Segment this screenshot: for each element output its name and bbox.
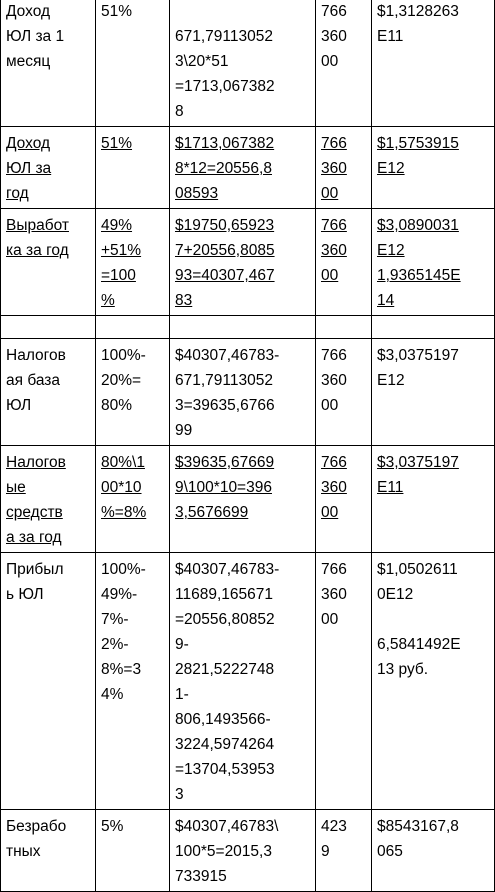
total-value: $3,0375197 E12 bbox=[377, 347, 459, 389]
rate-cell bbox=[96, 339, 170, 446]
count-value: 766 360 00 bbox=[321, 347, 347, 414]
total-value: $3,0375197 E11 bbox=[377, 454, 459, 496]
calc-value: 671,79113052 3\20*51 =1713,067382 8 bbox=[175, 28, 275, 120]
row-label: Доход ЮЛ за 1 месяц bbox=[6, 3, 65, 70]
table-row bbox=[1, 209, 495, 316]
total-cell bbox=[372, 127, 495, 209]
count-cell bbox=[316, 339, 372, 446]
count-cell bbox=[316, 127, 372, 209]
row-label-cell bbox=[1, 127, 96, 209]
total-value: $1,0502611 0E12 6,5841492E 13 руб. bbox=[377, 561, 461, 678]
calc-value: $40307,46783- 11689,165671 =20556,80852 9- 2821,5222748 1- 806,1493566- 3224,5974264 =13704,53953 3 bbox=[175, 561, 280, 803]
count-value: 766 360 00 bbox=[321, 561, 347, 628]
count-value: 766 360 00 bbox=[321, 3, 347, 70]
row-label: Доход ЮЛ за год bbox=[6, 135, 52, 202]
empty-cell bbox=[170, 316, 316, 339]
calc-cell bbox=[170, 810, 316, 892]
row-label-cell bbox=[1, 339, 96, 446]
row-label-cell bbox=[1, 0, 96, 127]
rate-cell bbox=[96, 127, 170, 209]
table-row bbox=[1, 127, 495, 209]
calc-cell bbox=[170, 446, 316, 553]
calc-cell bbox=[170, 127, 316, 209]
total-cell bbox=[372, 553, 495, 810]
rate-value: 51% bbox=[101, 135, 133, 152]
rate-value: 5% bbox=[101, 818, 124, 835]
rate-value: 51% bbox=[101, 3, 133, 20]
empty-cell bbox=[1, 316, 96, 339]
row-label: Налогов ая база ЮЛ bbox=[6, 347, 66, 414]
calc-cell bbox=[170, 209, 316, 316]
count-cell bbox=[316, 0, 372, 127]
row-label-cell bbox=[1, 209, 96, 316]
rate-cell bbox=[96, 0, 170, 127]
count-value: 423 9 bbox=[321, 818, 347, 860]
calc-value: $40307,46783\ 100*5=2015,3 733915 bbox=[175, 818, 279, 885]
count-value: 766 360 00 bbox=[321, 217, 347, 284]
table-row bbox=[1, 553, 495, 810]
table-row-empty bbox=[1, 316, 495, 339]
count-cell bbox=[316, 446, 372, 553]
count-cell bbox=[316, 553, 372, 810]
calc-cell bbox=[170, 0, 316, 127]
calc-value: $19750,65923 7+20556,8085 93=40307,467 83 bbox=[175, 217, 275, 309]
count-cell bbox=[316, 810, 372, 892]
calc-value: $40307,46783- 671,79113052 3=39635,6766 99 bbox=[175, 347, 280, 439]
row-label: Выработ ка за год bbox=[6, 217, 69, 259]
empty-cell bbox=[372, 316, 495, 339]
total-cell bbox=[372, 446, 495, 553]
total-cell bbox=[372, 209, 495, 316]
total-value: $1,3128263 E11 bbox=[377, 3, 459, 45]
total-value: $3,0890031 E12 1,9365145E 14 bbox=[377, 217, 461, 309]
rate-cell bbox=[96, 810, 170, 892]
count-value: 766 360 00 bbox=[321, 135, 347, 202]
count-value: 766 360 00 bbox=[321, 454, 347, 521]
total-value: $8543167,8 065 bbox=[377, 818, 459, 860]
total-cell bbox=[372, 0, 495, 127]
empty-cell bbox=[316, 316, 372, 339]
row-label-cell bbox=[1, 553, 96, 810]
row-label-cell bbox=[1, 810, 96, 892]
row-label: Прибыл ь ЮЛ bbox=[6, 561, 64, 603]
calc-value: $39635,67669 9\100*10=396 3,5676699 bbox=[175, 454, 275, 521]
total-cell bbox=[372, 339, 495, 446]
table-body bbox=[1, 0, 495, 892]
rate-cell bbox=[96, 209, 170, 316]
rate-value: 80%\1 00*10 %=8% bbox=[101, 454, 147, 521]
total-value: $1,5753915 E12 bbox=[377, 135, 459, 177]
rate-value: 49% +51% =100 % bbox=[101, 217, 142, 309]
rate-value: 100%- 20%= 80% bbox=[101, 347, 146, 414]
table-row bbox=[1, 810, 495, 892]
rate-cell bbox=[96, 446, 170, 553]
empty-cell bbox=[96, 316, 170, 339]
row-label: Безрабо тных bbox=[6, 818, 67, 860]
calc-cell bbox=[170, 553, 316, 810]
row-label-cell bbox=[1, 446, 96, 553]
total-cell bbox=[372, 810, 495, 892]
rate-cell bbox=[96, 553, 170, 810]
count-cell bbox=[316, 209, 372, 316]
calc-cell bbox=[170, 339, 316, 446]
table-row bbox=[1, 0, 495, 127]
table-row bbox=[1, 446, 495, 553]
table-row bbox=[1, 339, 495, 446]
rate-value: 100%- 49%- 7%- 2%- 8%=3 4% bbox=[101, 561, 146, 703]
row-label: Налогов ые средств а за год bbox=[6, 454, 66, 546]
calc-value: $1713,067382 8*12=20556,8 08593 bbox=[175, 135, 275, 202]
